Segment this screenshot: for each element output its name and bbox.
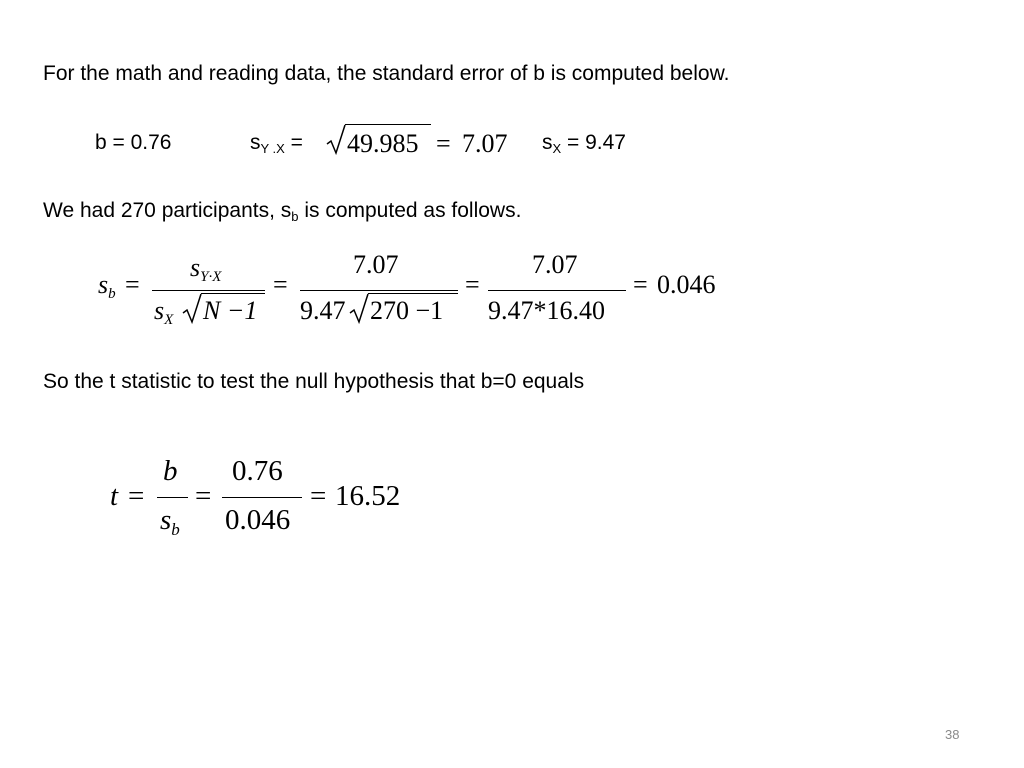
t-eq2: = [195,480,212,512]
sb-eq2: = [273,270,288,299]
t-intro-text: So the t statistic to test the null hypothesis that b=0 equals [43,370,585,393]
t-den2: 0.046 [225,504,291,536]
t-eq1: = [128,480,145,512]
sb-frac1-line [152,290,265,291]
given-syx-label [250,131,303,156]
t-lhs: t [110,480,119,512]
syx-radical-sign [326,124,346,154]
syx-sub: Y .X [260,141,285,156]
page-number: 38 [945,727,960,742]
sb-eq4: = [633,270,648,299]
syx-s: s [250,131,261,154]
t-result: 16.52 [335,480,401,512]
t-num2: 0.76 [232,455,283,487]
t-frac1-line [157,497,188,498]
participants-post: is computed as follows. [298,199,522,222]
sb-den1-sub: X [164,312,174,328]
sb-den2-coef: 9.47 [300,296,346,325]
sb-frac2-line [300,290,458,291]
sb-num1-sub: Y·X [200,269,222,285]
participants-pre: We had 270 participants, s [43,199,292,222]
t-num1: b [163,455,178,487]
sb-den1-s: $s_X$ [154,296,174,328]
intro-text: For the math and reading data, the standard error of b is computed below. [43,62,730,85]
t-den1-sub: b [171,520,180,539]
participants-sub: b [291,209,299,224]
sb-frac3-line [488,290,626,291]
sb-eq1: = [125,270,140,299]
sb-den1-radical-sign [182,293,202,323]
syx-equals: = [436,129,451,158]
given-b: b = 0.76 [95,131,172,154]
t-frac2-line [222,497,302,498]
sx-eq: = 9.47 [561,131,626,154]
sb-den1-radicand: N −1 [203,296,258,325]
sb-den2-radical-sign [349,293,369,323]
syx-radical-bar [345,124,431,125]
sb-num1: $s_{Y\cdot X}$ [190,253,222,285]
sb-den1-radical-bar [201,293,265,294]
sb-lhs-sub: b [108,286,116,302]
t-den1: $s_b$ [160,504,180,539]
sx-sub: X [552,141,562,156]
syx-eq: = [284,131,303,154]
syx-radicand: 49.985 [347,129,419,158]
sb-num2: 7.07 [353,250,399,279]
sb-den2-radical-bar [368,293,458,294]
sb-lhs: $s_b$ [98,270,116,302]
given-sx [542,131,626,156]
syx-result: 7.07 [462,129,508,158]
sb-den2-radicand: 270 −1 [370,296,444,325]
sb-result: 0.046 [657,270,716,299]
sb-num3: 7.07 [532,250,578,279]
sb-eq3: = [465,270,480,299]
t-eq3: = [310,480,327,512]
sb-den3: 9.47*16.40 [488,296,605,325]
participants-text [43,199,521,224]
sx-s: s [542,131,553,154]
